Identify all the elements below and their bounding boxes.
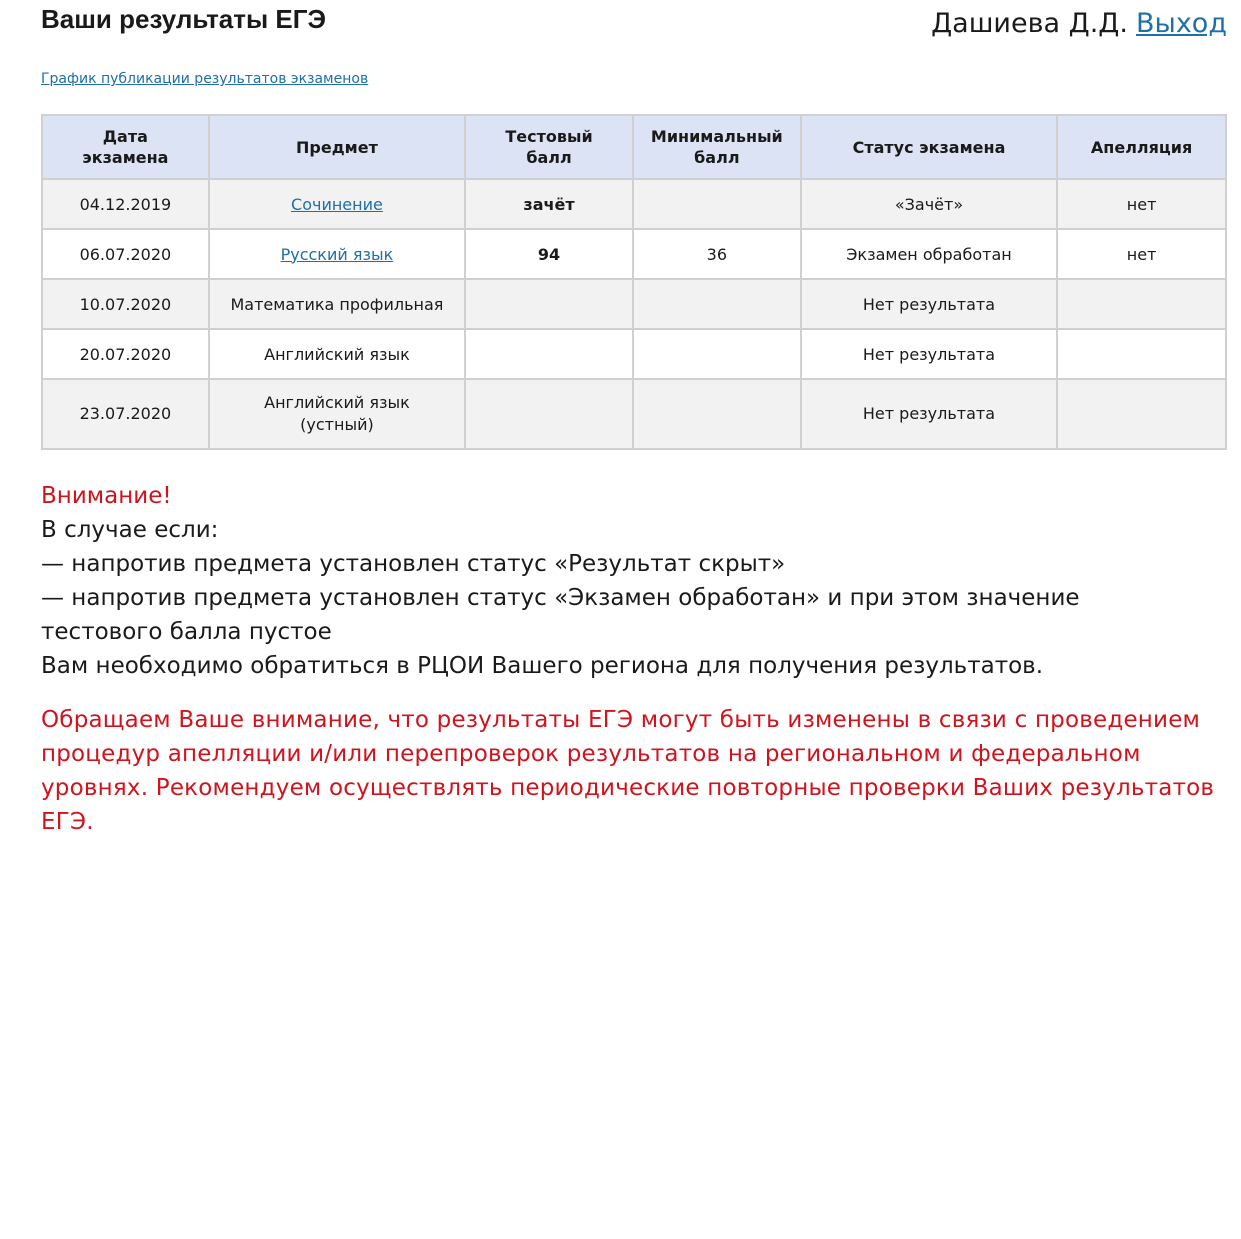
cell-subject	[209, 229, 465, 279]
column-header-test-score: Тестовый балл	[465, 115, 633, 179]
notice-line: тестового балла пустое	[41, 619, 332, 645]
cell-score	[465, 329, 633, 379]
notice-block	[41, 479, 1231, 683]
cell-appeal: нет	[1057, 179, 1226, 229]
column-header-appeal: Апелляция	[1057, 115, 1226, 179]
cell-score	[465, 279, 633, 329]
cell-date: 20.07.2020	[42, 329, 209, 379]
cell-min-score	[633, 329, 801, 379]
results-table	[41, 114, 1227, 450]
cell-score	[465, 379, 633, 449]
notice-line: В случае если:	[41, 517, 219, 543]
table-header-row	[42, 115, 1226, 179]
table-row	[42, 279, 1226, 329]
cell-score: зачёт	[465, 179, 633, 229]
cell-status: Нет результата	[801, 329, 1057, 379]
cell-subject: Английский язык (устный)	[209, 379, 465, 449]
cell-subject: Английский язык	[209, 329, 465, 379]
cell-score: 94	[465, 229, 633, 279]
cell-date: 04.12.2019	[42, 179, 209, 229]
attention-heading: Внимание!	[41, 483, 172, 509]
column-header-subject: Предмет	[209, 115, 465, 179]
cell-min-score	[633, 279, 801, 329]
notice-line: Вам необходимо обратиться в РЦОИ Вашего региона для получения результатов.	[41, 653, 1044, 679]
cell-status: Нет результата	[801, 379, 1057, 449]
column-header-min-score: Минимальный балл	[633, 115, 801, 179]
table-row	[42, 179, 1226, 229]
table-row	[42, 229, 1226, 279]
column-header-date: Дата экзамена	[42, 115, 209, 179]
logout-link[interactable]: Выход	[1135, 8, 1227, 39]
cell-appeal	[1057, 329, 1226, 379]
table-row	[42, 329, 1226, 379]
subject-link-essay[interactable]: Сочинение	[291, 194, 383, 214]
schedule-link[interactable]: График публикации результатов экзаменов	[41, 71, 369, 87]
cell-min-score	[633, 379, 801, 449]
notice-line: — напротив предмета установлен статус «Экзамен обработан» и при этом значение	[41, 585, 1080, 611]
cell-appeal	[1057, 379, 1226, 449]
page-title: Ваши результаты ЕГЭ	[41, 4, 326, 34]
cell-appeal: нет	[1057, 229, 1226, 279]
cell-appeal	[1057, 279, 1226, 329]
cell-min-score	[633, 179, 801, 229]
cell-min-score: 36	[633, 229, 801, 279]
user-name: Дашиева Д.Д.	[931, 8, 1128, 39]
user-area	[931, 8, 1227, 39]
cell-subject: Математика профильная	[209, 279, 465, 329]
column-header-status: Статус экзамена	[801, 115, 1057, 179]
warning-block	[41, 703, 1237, 839]
cell-date: 06.07.2020	[42, 229, 209, 279]
cell-date: 23.07.2020	[42, 379, 209, 449]
cell-subject	[209, 179, 465, 229]
warning-line: Обращаем Ваше внимание, что результаты ЕГЭ могут быть изменены в связи с проведением	[41, 707, 1201, 733]
table-row	[42, 379, 1226, 449]
warning-line: ЕГЭ.	[41, 809, 94, 835]
notice-line: — напротив предмета установлен статус «Результат скрыт»	[41, 551, 786, 577]
warning-line: уровнях. Рекомендуем осуществлять периодические повторные проверки Ваших результатов	[41, 775, 1215, 801]
cell-date: 10.07.2020	[42, 279, 209, 329]
cell-status: Экзамен обработан	[801, 229, 1057, 279]
cell-status: «Зачёт»	[801, 179, 1057, 229]
subject-link-russian[interactable]: Русский язык	[280, 244, 394, 264]
cell-status: Нет результата	[801, 279, 1057, 329]
warning-line: процедур апелляции и/или перепроверок результатов на региональном и федеральном	[41, 741, 1141, 767]
